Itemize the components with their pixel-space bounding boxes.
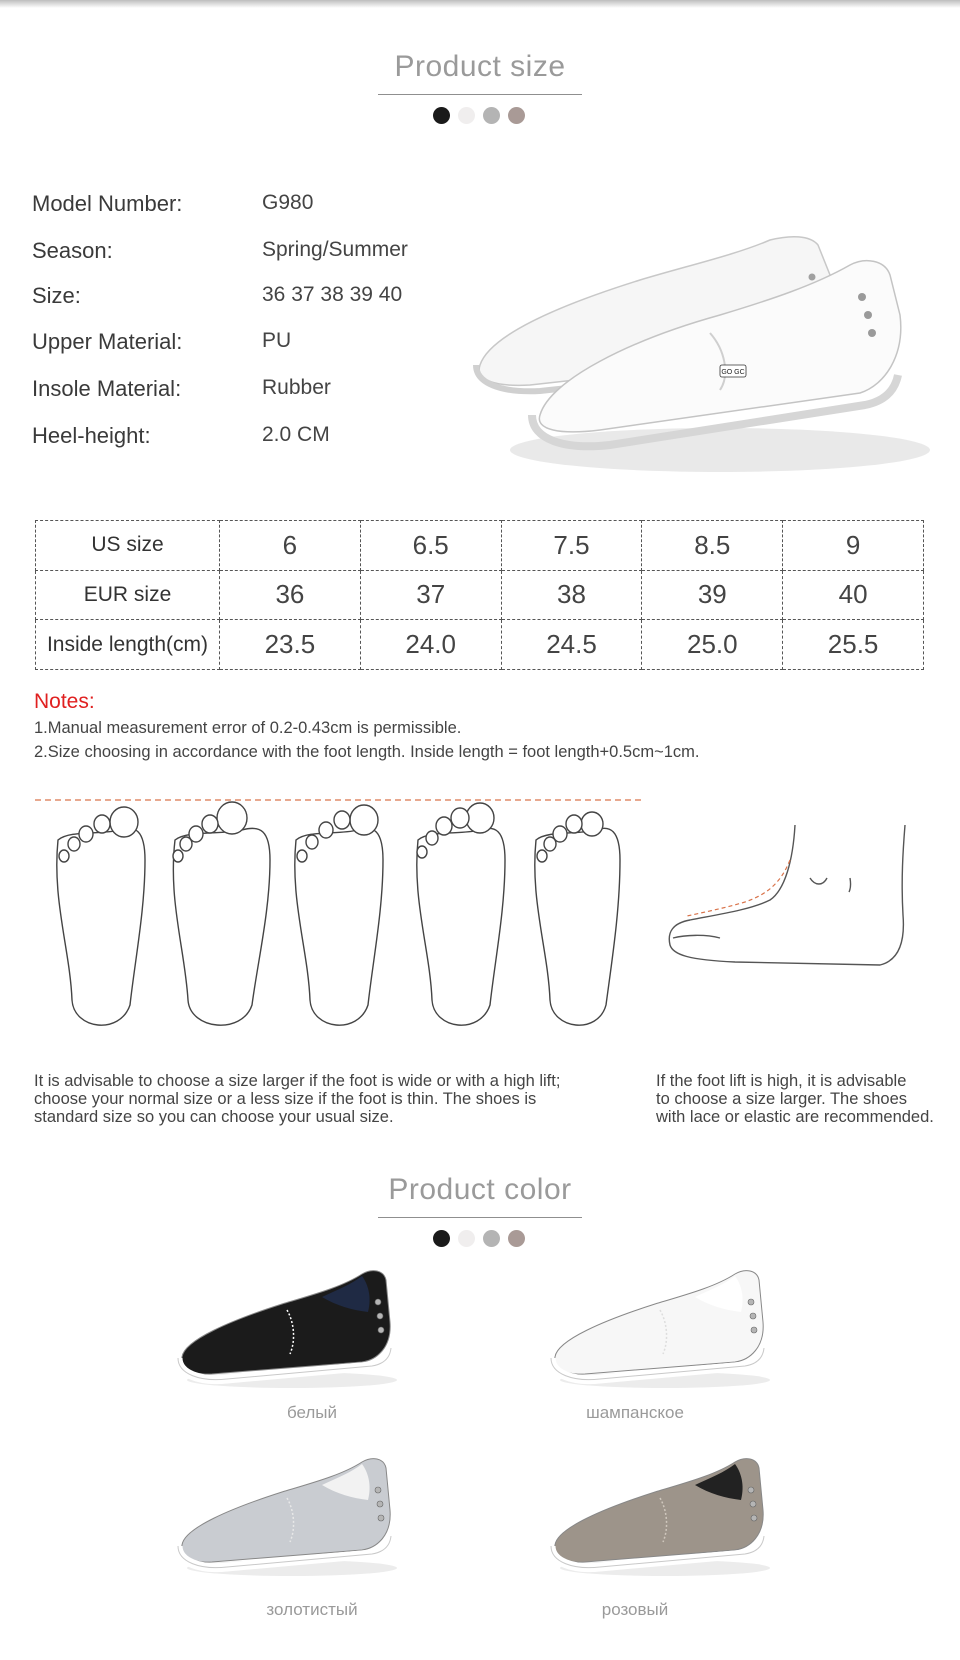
color-option-shoe[interactable]: [172, 1262, 412, 1392]
spec-row: [32, 423, 452, 453]
table-cell: 39: [642, 570, 783, 620]
shoe-rivet: [375, 1487, 381, 1493]
spec-value: PU: [262, 329, 292, 352]
spec-value: G980: [262, 191, 314, 214]
advice-line: to choose a size larger. The shoes: [656, 1090, 908, 1108]
color-option-label: шампанское: [586, 1403, 684, 1422]
foot-shapes-illustration: [30, 780, 650, 1045]
row-header: US size: [36, 521, 220, 571]
advice-line: It is advisable to choose a size larger if the foot is wide or with a high lift;: [34, 1072, 561, 1090]
spec-label: Size:: [32, 283, 81, 308]
table-row: [36, 521, 924, 571]
shoe-rivet: [751, 1515, 757, 1521]
dot-gray: [483, 1230, 500, 1247]
table-cell: 6: [220, 521, 361, 571]
color-option-shoe[interactable]: [172, 1450, 412, 1580]
size-table: [35, 520, 924, 670]
row-header: Inside length(cm): [36, 620, 220, 670]
spec-value: 2.0 CM: [262, 423, 330, 446]
shoe-rivet: [377, 1501, 383, 1507]
spec-row: [32, 329, 452, 359]
color-option-label: белый: [286, 1403, 338, 1422]
advice-line: with lace or elastic are recommended.: [656, 1108, 934, 1126]
shoe-rivet: [750, 1501, 756, 1507]
shoe-rivet: [748, 1299, 754, 1305]
spec-row: [32, 283, 452, 313]
spec-value: Rubber: [262, 376, 331, 399]
table-cell: 40: [783, 570, 924, 620]
shoe-rivet: [375, 1299, 381, 1305]
advice-line: If the foot lift is high, it is advisable: [656, 1072, 907, 1090]
row-header: EUR size: [36, 570, 220, 620]
color-option-shoe[interactable]: [545, 1262, 785, 1392]
spec-label: Insole Material:: [32, 376, 182, 401]
spec-label: Model Number:: [32, 191, 183, 216]
dot-black: [433, 1230, 450, 1247]
table-cell: 9: [783, 521, 924, 571]
section-dots: [433, 1230, 525, 1247]
high-lift-advice: [656, 1072, 956, 1126]
color-option-label: золотистый: [266, 1600, 358, 1619]
foot-side-view-illustration: [665, 820, 940, 1020]
table-row: [36, 620, 924, 670]
shoe-rivet: [748, 1487, 754, 1493]
hero-shoe-image: [470, 215, 940, 495]
dot-white: [458, 107, 475, 124]
dot-taupe: [508, 107, 525, 124]
table-cell: 25.0: [642, 620, 783, 670]
spec-label: Upper Material:: [32, 329, 183, 354]
foot-outline: [173, 802, 270, 1025]
foot-outline: [535, 812, 620, 1025]
spec-label: Heel-height:: [32, 423, 151, 448]
shoe-rivet: [377, 1313, 383, 1319]
spec-row: [32, 191, 452, 221]
foot-outline: [417, 803, 505, 1025]
table-row: [36, 570, 924, 620]
table-cell: 6.5: [360, 521, 501, 571]
advice-line: choose your normal size or a less size if the foot is thin. The shoes is: [34, 1090, 537, 1108]
table-cell: 24.0: [360, 620, 501, 670]
table-cell: 37: [360, 570, 501, 620]
color-option-shoe[interactable]: [545, 1450, 785, 1580]
dot-white: [458, 1230, 475, 1247]
title-underline: [378, 1217, 582, 1218]
table-cell: 8.5: [642, 521, 783, 571]
dot-gray: [483, 107, 500, 124]
table-cell: 24.5: [501, 620, 642, 670]
foot-outline: [57, 807, 145, 1025]
table-cell: 23.5: [220, 620, 361, 670]
spec-label: Season:: [32, 238, 113, 263]
spec-value: 36 37 38 39 40: [262, 283, 403, 306]
table-cell: 25.5: [783, 620, 924, 670]
title-underline: [378, 94, 582, 95]
brand-tag: GO GC: [721, 369, 745, 376]
note-line: 2.Size choosing in accordance with the foot length. Inside length = foot length+0.5cm~1cm.: [34, 743, 700, 761]
shoe-rivet: [378, 1327, 384, 1333]
product-color-title: Product color: [388, 1173, 572, 1206]
advice-line: standard size so you can choose your usual size.: [34, 1108, 394, 1126]
table-cell: 38: [501, 570, 642, 620]
wide-foot-advice: [34, 1072, 614, 1126]
spec-value: Spring/Summer: [262, 238, 408, 261]
section-dots: [433, 107, 525, 124]
shoe-rivet: [378, 1515, 384, 1521]
shoe-rivet: [750, 1313, 756, 1319]
spec-row: [32, 238, 452, 268]
dot-taupe: [508, 1230, 525, 1247]
table-cell: 36: [220, 570, 361, 620]
foot-outline: [295, 805, 383, 1025]
product-size-title: Product size: [394, 50, 566, 83]
notes-heading: Notes:: [34, 690, 95, 713]
color-option-label: розовый: [601, 1600, 669, 1619]
table-cell: 7.5: [501, 521, 642, 571]
note-line: 1.Manual measurement error of 0.2-0.43cm is permissible.: [34, 719, 462, 737]
spec-row: [32, 376, 452, 406]
dot-black: [433, 107, 450, 124]
shoe-rivet: [751, 1327, 757, 1333]
top-shadow: [0, 0, 960, 8]
